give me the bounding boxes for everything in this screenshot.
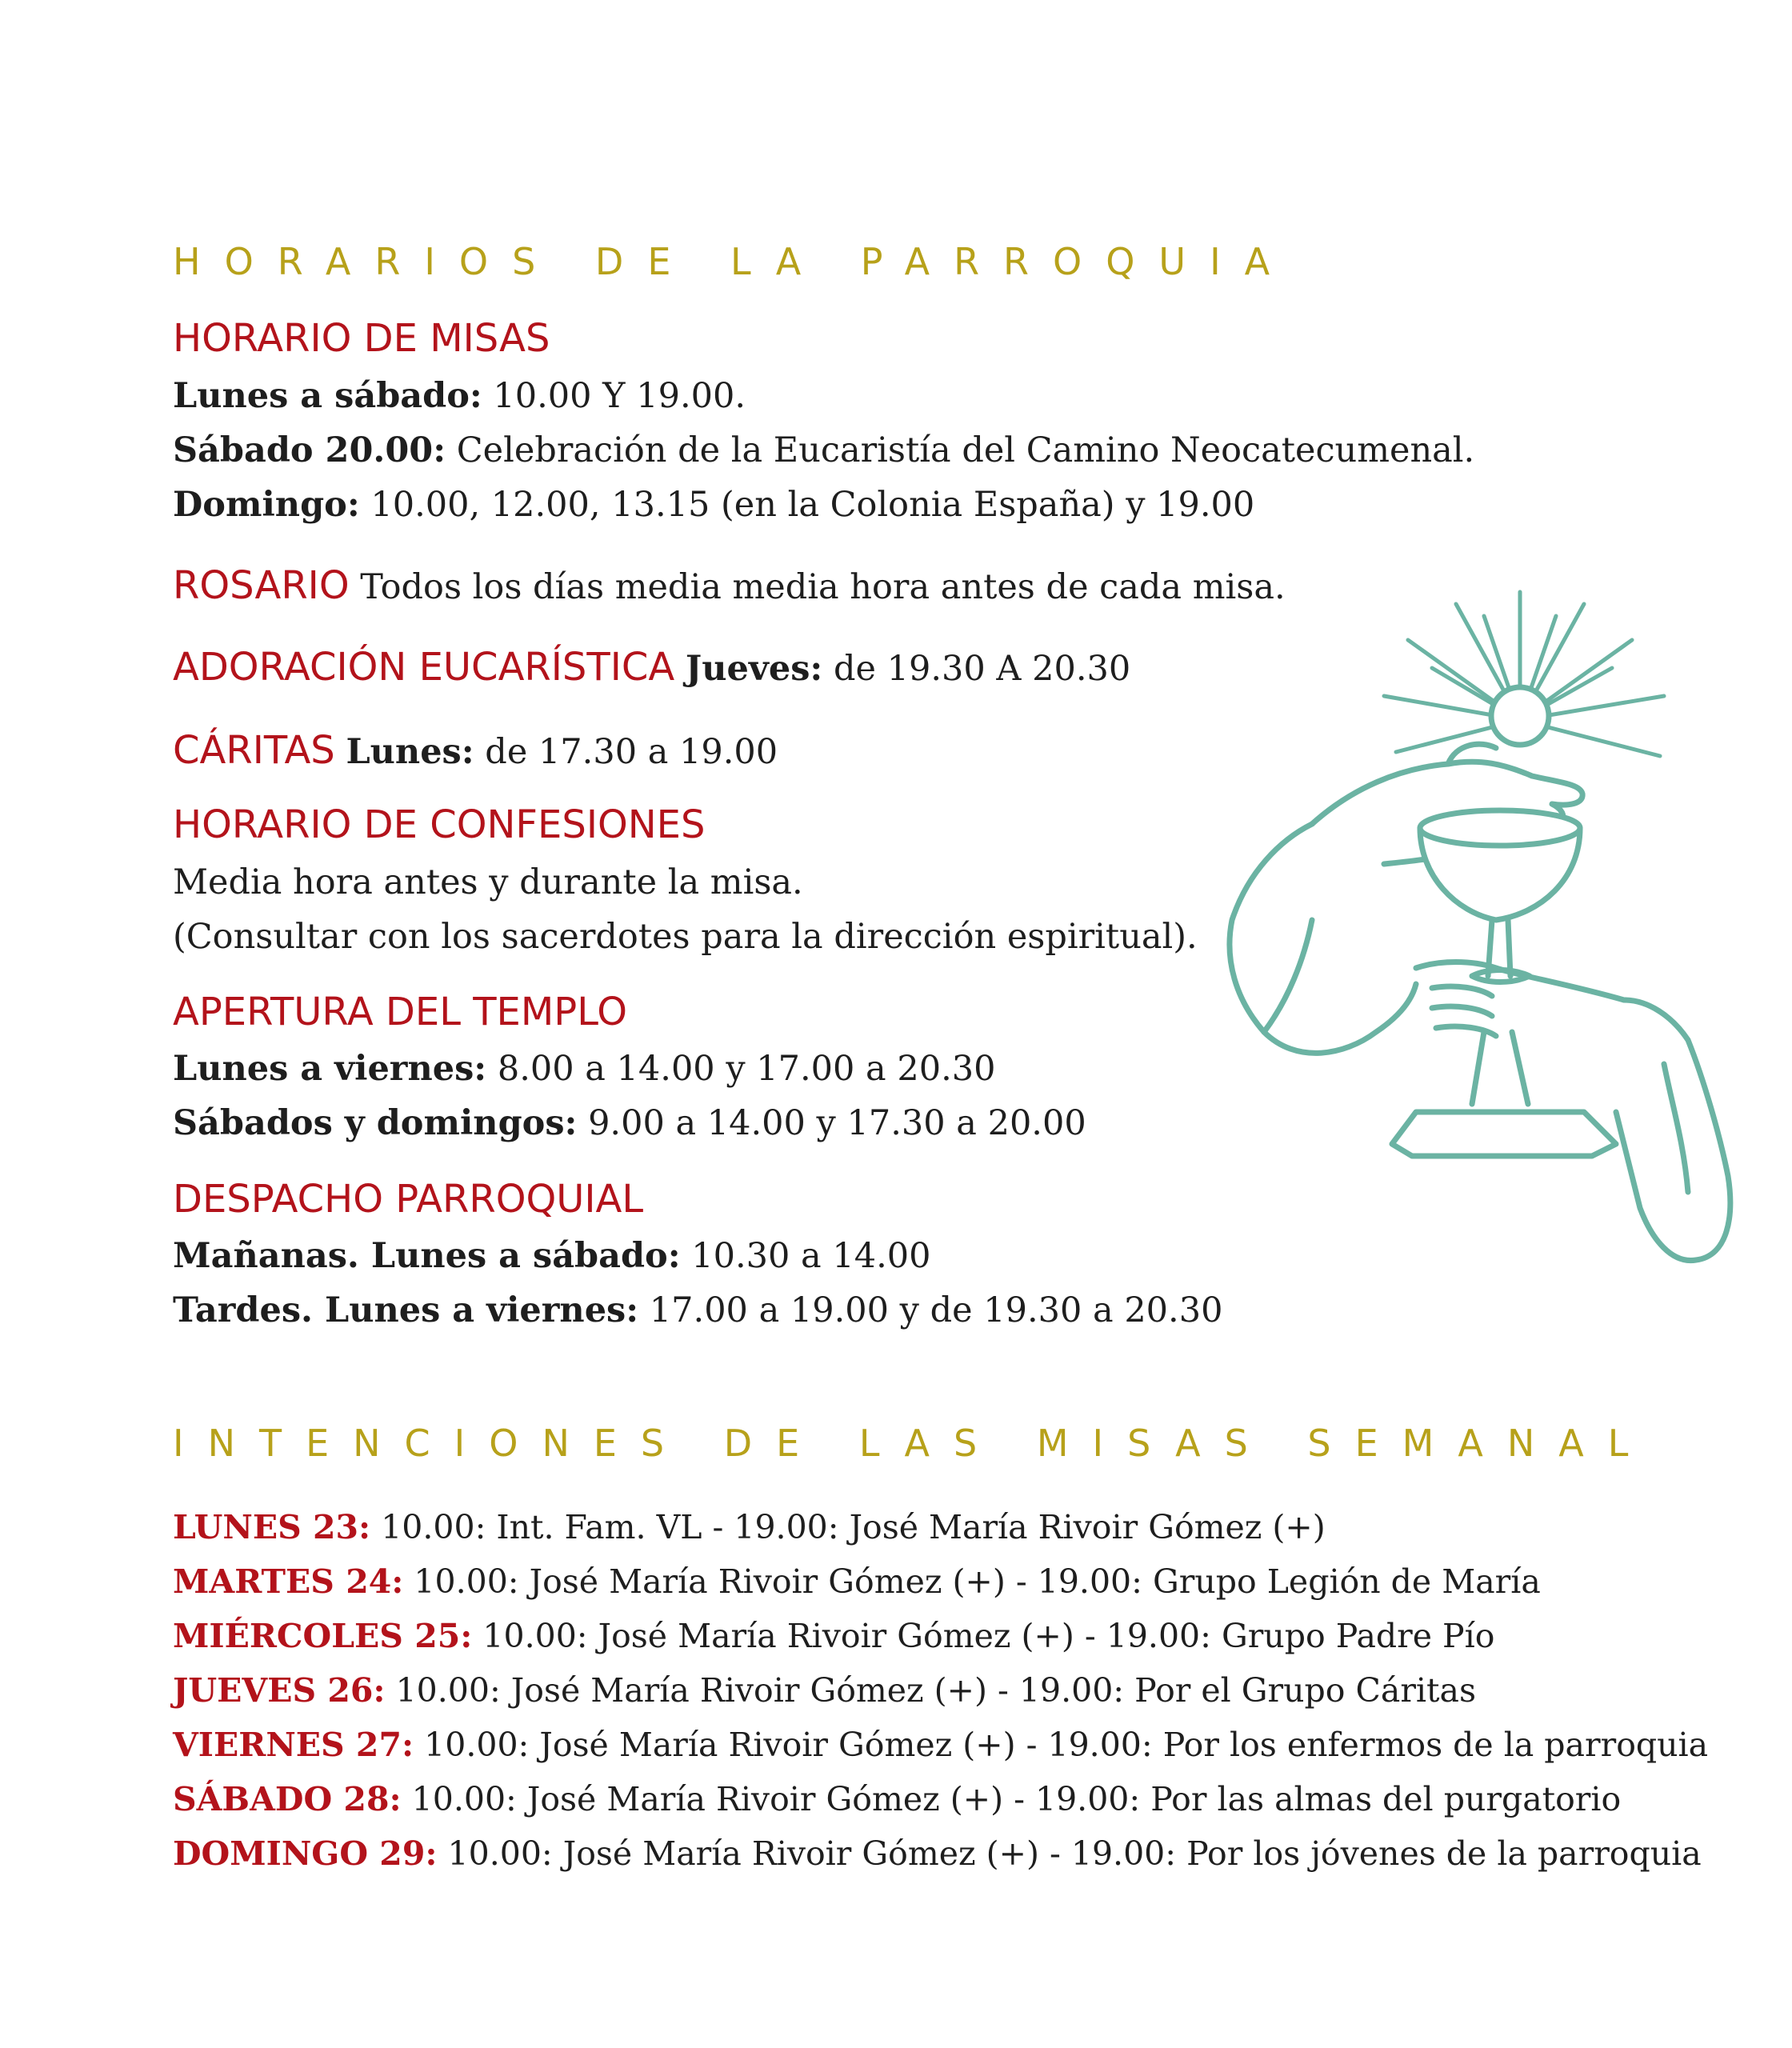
misas-heading: HORARIO DE MISAS	[173, 316, 550, 361]
confesiones-line: Media hora antes y durante la misa.	[173, 862, 803, 902]
intencion-row: DOMINGO 29: 10.00: José María Rivoir Gómez (+) - 19.00: Por los jóvenes de la parroquia	[173, 1834, 1702, 1873]
intenciones-title: INTENCIONES DE LAS MISAS SEMANAL	[173, 1422, 1653, 1465]
despacho-line: Tardes. Lunes a viernes: 17.00 a 19.00 y de 19.30 a 20.30	[173, 1290, 1223, 1330]
intencion-row: MIÉRCOLES 25: 10.00: José María Rivoir Gómez (+) - 19.00: Grupo Padre Pío	[173, 1617, 1495, 1655]
caritas-heading: CÁRITAS	[173, 728, 335, 773]
misas-line: Domingo: 10.00, 12.00, 13.15 (en la Colonia España) y 19.00	[173, 485, 1255, 525]
rosario-row: ROSARIO Todos los días media media hora antes de cada misa.	[173, 563, 1286, 608]
adoracion-row: ADORACIÓN EUCARÍSTICA Jueves: de 19.30 A 20.30	[173, 645, 1131, 690]
despacho-line: Mañanas. Lunes a sábado: 10.30 a 14.00	[173, 1236, 931, 1276]
chalice-host-icon	[1216, 584, 1744, 1272]
page-title: HORARIOS DE LA PARROQUIA	[173, 240, 1294, 283]
confesiones-heading: HORARIO DE CONFESIONES	[173, 802, 706, 847]
intencion-row: MARTES 24: 10.00: José María Rivoir Gómez (+) - 19.00: Grupo Legión de María	[173, 1562, 1541, 1601]
confesiones-line: (Consultar con los sacerdotes para la dirección espiritual).	[173, 917, 1198, 957]
apertura-line: Lunes a viernes: 8.00 a 14.00 y 17.00 a 20.30	[173, 1049, 996, 1089]
apertura-heading: APERTURA DEL TEMPLO	[173, 990, 628, 1034]
caritas-row: CÁRITAS Lunes: de 17.30 a 19.00	[173, 728, 778, 773]
despacho-heading: DESPACHO PARROQUIAL	[173, 1177, 644, 1222]
intencion-row: LUNES 23: 10.00: Int. Fam. VL - 19.00: José María Rivoir Gómez (+)	[173, 1508, 1326, 1546]
intencion-row: VIERNES 27: 10.00: José María Rivoir Gómez (+) - 19.00: Por los enfermos de la parroquia	[173, 1726, 1709, 1764]
misas-line: Sábado 20.00: Celebración de la Eucaristía del Camino Neocatecumenal.	[173, 430, 1475, 470]
apertura-line: Sábados y domingos: 9.00 a 14.00 y 17.30 a 20.00	[173, 1103, 1086, 1143]
rosario-heading: ROSARIO	[173, 563, 350, 608]
adoracion-heading: ADORACIÓN EUCARÍSTICA	[173, 645, 675, 690]
misas-line: Lunes a sábado: 10.00 Y 19.00.	[173, 376, 746, 416]
intencion-row: SÁBADO 28: 10.00: José María Rivoir Gómez (+) - 19.00: Por las almas del purgatorio	[173, 1780, 1622, 1818]
intencion-row: JUEVES 26: 10.00: José María Rivoir Gómez (+) - 19.00: Por el Grupo Cáritas	[173, 1671, 1476, 1710]
